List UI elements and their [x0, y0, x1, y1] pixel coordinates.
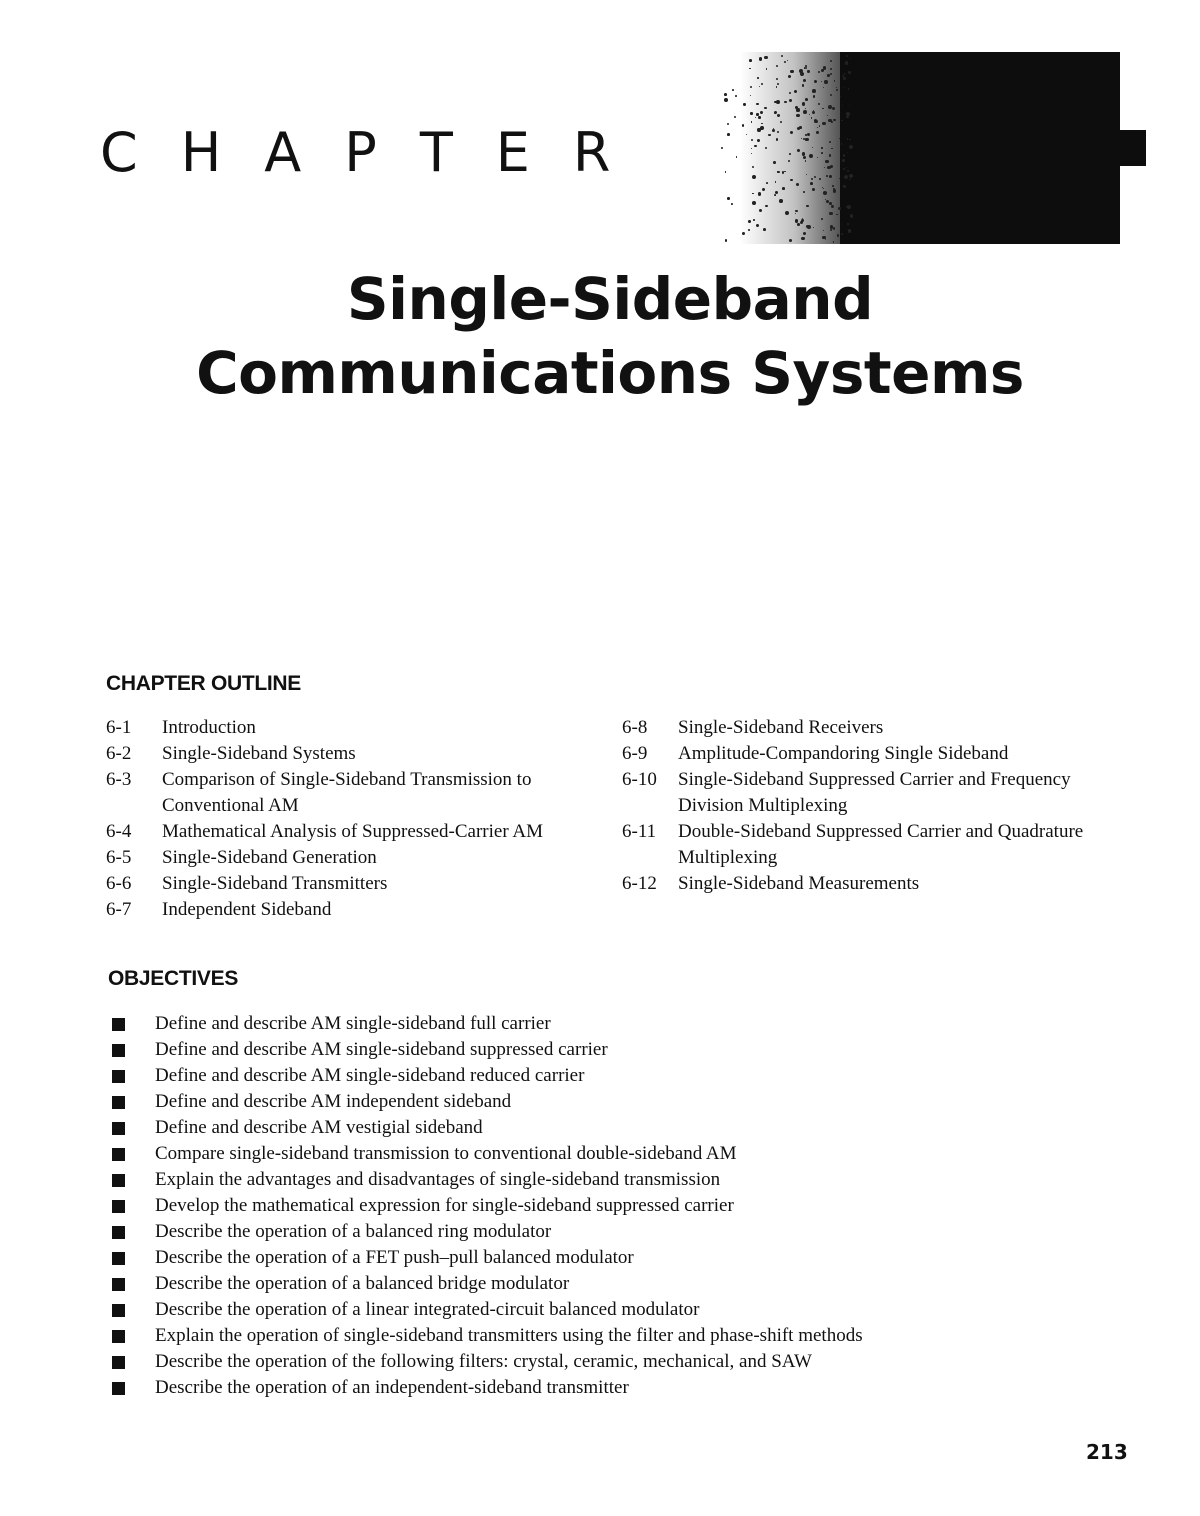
outline-text: Amplitude-Compandoring Single Sideband [678, 743, 1009, 764]
outline-text: Single-Sideband Measurements [678, 873, 920, 894]
objective-text: Describe the operation of the following filters: crystal, ceramic, mechanical, and SAW [155, 1351, 812, 1372]
speckle-dot [807, 70, 810, 73]
chapter-label: CHAPTER [100, 121, 654, 184]
objective-item [110, 1011, 1010, 1037]
outline-column-right [622, 715, 1142, 897]
speckle-dot [809, 154, 813, 158]
objective-item [110, 1089, 1010, 1115]
objective-item [110, 1037, 1010, 1063]
outline-number: 6-2 [106, 743, 132, 764]
speckle-dot [795, 219, 798, 222]
speckle-dot [843, 155, 845, 157]
objective-text: Define and describe AM vestigial sideband [155, 1117, 483, 1138]
speckle-dot [795, 106, 798, 109]
speckle-dot [760, 126, 764, 130]
page-number: 213 [1086, 1440, 1128, 1464]
speckle-dot [772, 129, 775, 132]
outline-column-left [106, 715, 616, 923]
speckle-dot [846, 112, 850, 116]
objective-item [110, 1167, 1010, 1193]
speckle-dot [721, 147, 723, 149]
speckle-dot [751, 121, 752, 122]
speckle-dot [823, 191, 827, 195]
speckle-dot [829, 212, 832, 215]
speckle-dot [843, 168, 845, 170]
speckle-dot [761, 83, 763, 85]
outline-item [622, 767, 1142, 819]
speckle-dot [849, 145, 853, 149]
speckle-dot [833, 241, 834, 242]
outline-text: Single-Sideband Receivers [678, 717, 884, 738]
speckle-dot [766, 182, 768, 184]
speckle-dot [777, 171, 778, 172]
outline-text: Double-Sideband Suppressed Carrier and Quadrature Multiplexing [678, 821, 1084, 868]
outline-item [106, 715, 616, 741]
speckle-dot [784, 101, 787, 104]
speckle-dot [850, 214, 853, 217]
square-bullet-icon [112, 1278, 125, 1291]
square-bullet-icon [112, 1304, 125, 1317]
speckle-dot [824, 80, 828, 84]
speckle-dot [752, 166, 754, 168]
speckle-dot [753, 219, 755, 221]
speckle-dot [837, 234, 839, 236]
speckle-dot [811, 117, 812, 118]
outline-item [106, 741, 616, 767]
speckle-dot [776, 86, 777, 87]
speckle-dot [814, 119, 818, 123]
speckle-dot [816, 131, 819, 134]
square-bullet-icon [112, 1122, 125, 1135]
speckle-dot [797, 149, 800, 152]
speckle-dot [845, 61, 848, 64]
speckle-dot [831, 205, 834, 208]
speckle-dot [735, 95, 737, 97]
speckle-dot [821, 152, 823, 154]
square-bullet-icon [112, 1226, 125, 1239]
square-bullet-icon [112, 1356, 125, 1369]
speckle-dot [847, 152, 848, 153]
speckle-dot [807, 225, 811, 229]
objective-text: Describe the operation of an independent-sideband transmitter [155, 1377, 629, 1398]
speckle-dot [833, 227, 836, 230]
speckle-dot [810, 182, 813, 185]
speckle-dot [833, 119, 835, 121]
objectives-heading: OBJECTIVES [108, 967, 239, 990]
square-bullet-icon [112, 1148, 125, 1161]
outline-text: Single-Sideband Suppressed Carrier and Frequency Division Multiplexing [678, 769, 1071, 816]
square-bullet-icon [112, 1070, 125, 1083]
speckle-dot [748, 220, 751, 223]
speckle-dot [776, 65, 778, 67]
objective-item [110, 1375, 1010, 1401]
outline-number: 6-5 [106, 847, 132, 868]
outline-text: Mathematical Analysis of Suppressed-Carrier AM [162, 821, 543, 842]
speckle-dot [784, 171, 785, 172]
speckle-dot [844, 73, 846, 75]
outline-item [622, 819, 1142, 871]
square-bullet-icon [112, 1200, 125, 1213]
speckle-dot [789, 153, 791, 155]
outline-item [622, 715, 1142, 741]
objective-text: Define and describe AM single-sideband suppressed carrier [155, 1039, 608, 1060]
speckle-dot [832, 185, 834, 187]
objective-item [110, 1297, 1010, 1323]
speckle-dot [805, 138, 808, 141]
speckle-dot [743, 103, 745, 105]
speckle-dot [790, 131, 793, 134]
objective-item [110, 1193, 1010, 1219]
square-bullet-icon [112, 1018, 125, 1031]
outline-item [106, 767, 616, 819]
speckle-dot [756, 113, 758, 115]
speckle-dot [724, 98, 728, 102]
speckle-dot [734, 116, 736, 118]
speckle-dot [776, 78, 778, 80]
outline-number: 6-3 [106, 769, 132, 790]
objective-text: Describe the operation of a balanced ring modulator [155, 1221, 552, 1242]
outline-number: 6-1 [106, 717, 132, 738]
outline-text: Single-Sideband Systems [162, 743, 356, 764]
speckle-dot [803, 110, 807, 114]
outline-text: Single-Sideband Transmitters [162, 873, 388, 894]
speckle-dot [830, 60, 832, 62]
speckle-dot [849, 174, 852, 177]
square-bullet-icon [112, 1174, 125, 1187]
objective-text: Define and describe AM single-sideband reduced carrier [155, 1065, 585, 1086]
speckle-dot [759, 57, 762, 60]
speckle-dot [834, 80, 835, 81]
speckle-dot [788, 75, 791, 78]
outline-item [106, 845, 616, 871]
speckle-dot [774, 112, 776, 114]
chapter-graphic-tab [1118, 130, 1146, 166]
speckle-dot [727, 133, 730, 136]
speckle-dot [725, 239, 728, 242]
outline-text: Introduction [162, 717, 256, 738]
speckle-dot [727, 197, 729, 199]
speckle-dot [736, 156, 738, 158]
objective-item [110, 1323, 1010, 1349]
speckle-dot [785, 211, 789, 215]
speckle-dot [805, 108, 806, 109]
speckle-dot [790, 70, 794, 74]
objective-item [110, 1349, 1010, 1375]
outline-number: 6-8 [622, 717, 648, 738]
title-line-1: Single-Sideband [346, 265, 874, 333]
outline-number: 6-4 [106, 821, 132, 842]
speckle-dot [803, 156, 806, 159]
objective-text: Describe the operation of a balanced bridge modulator [155, 1273, 570, 1294]
outline-number: 6-7 [106, 899, 132, 920]
speckle-dot [813, 227, 814, 228]
chapter-outline-heading: CHAPTER OUTLINE [106, 672, 302, 695]
speckle-dot [796, 108, 799, 111]
speckle-dot [833, 189, 837, 193]
speckle-dot [759, 209, 762, 212]
speckle-dot [796, 114, 799, 117]
speckle-dot [830, 68, 832, 70]
speckle-dot [842, 105, 843, 106]
objective-text: Describe the operation of a linear integrated-circuit balanced modulator [155, 1299, 700, 1320]
speckle-dot [724, 93, 727, 96]
speckle-dot [776, 138, 779, 141]
outline-text: Comparison of Single-Sideband Transmission to Conventional AM [162, 769, 532, 816]
square-bullet-icon [112, 1330, 125, 1343]
square-bullet-icon [112, 1382, 125, 1395]
speckle-dot [850, 58, 851, 59]
outline-item [622, 741, 1142, 767]
outline-item [106, 819, 616, 845]
title-line-2: Communications Systems [196, 339, 1024, 407]
outline-item [106, 871, 616, 897]
speckle-dot [800, 221, 803, 224]
objective-text: Define and describe AM independent sideband [155, 1091, 512, 1112]
speckle-dot [775, 191, 778, 194]
speckle-dot [797, 223, 800, 226]
objective-text: Develop the mathematical expression for single-sideband suppressed carrier [155, 1195, 734, 1216]
speckle-dot [757, 77, 759, 79]
speckle-dot [829, 175, 832, 178]
outline-text: Independent Sideband [162, 899, 332, 920]
speckle-dot [760, 111, 763, 114]
speckle-dot [830, 225, 833, 228]
objectives-list [110, 1011, 1010, 1401]
square-bullet-icon [112, 1096, 125, 1109]
objective-item [110, 1141, 1010, 1167]
speckle-dot [752, 175, 756, 179]
speckle-dot [789, 99, 792, 102]
speckle-dot [758, 116, 761, 119]
objective-text: Explain the advantages and disadvantages of single-sideband transmission [155, 1169, 721, 1190]
speckle-dot [795, 210, 797, 212]
objective-text: Explain the operation of single-sideband transmitters using the filter and phase-shift methods [155, 1325, 863, 1346]
speckle-dot [842, 159, 845, 162]
speckle-dot [732, 89, 734, 91]
speckle-dot [824, 167, 825, 168]
outline-number: 6-10 [622, 769, 657, 790]
outline-text: Single-Sideband Generation [162, 847, 377, 868]
speckle-dot [823, 66, 827, 70]
speckle-dot [830, 73, 832, 75]
objective-text: Describe the operation of a FET push–pull balanced modulator [155, 1247, 634, 1268]
chapter-graphic-block [840, 52, 1120, 244]
speckle-dot [802, 218, 803, 219]
speckle-dot [775, 181, 776, 182]
speckle-dot [847, 170, 849, 172]
speckle-dot [782, 187, 785, 190]
speckle-dot [765, 205, 768, 208]
speckle-dot [849, 105, 850, 106]
objective-text: Define and describe AM single-sideband full carrier [155, 1013, 551, 1034]
speckle-dot [847, 223, 849, 225]
outline-number: 6-6 [106, 873, 132, 894]
speckle-dot [764, 56, 768, 60]
speckle-dot [819, 178, 821, 180]
speckle-dot [779, 199, 783, 203]
outline-item [622, 871, 1142, 897]
outline-number: 6-9 [622, 743, 648, 764]
page-title [0, 262, 1200, 410]
square-bullet-icon [112, 1252, 125, 1265]
speckle-dot [749, 59, 752, 62]
objective-item [110, 1271, 1010, 1297]
speckle-dot [803, 79, 806, 82]
speckle-dot [848, 229, 852, 233]
speckle-dot [814, 176, 816, 178]
speckle-dot [731, 204, 732, 205]
speckle-dot [756, 103, 758, 105]
square-bullet-icon [112, 1044, 125, 1057]
objective-item [110, 1063, 1010, 1089]
speckle-dot [794, 90, 797, 93]
speckle-dot [758, 192, 762, 196]
speckle-dot [836, 214, 837, 215]
objective-item [110, 1219, 1010, 1245]
outline-number: 6-11 [622, 821, 657, 842]
speckle-dot [821, 147, 822, 148]
objective-item [110, 1245, 1010, 1271]
speckle-dot [754, 145, 756, 147]
speckle-dot [805, 160, 806, 161]
speckle-dot [803, 138, 805, 140]
outline-item [106, 897, 616, 923]
outline-number: 6-12 [622, 873, 657, 894]
speckle-dot [847, 205, 851, 209]
speckle-dot [812, 89, 816, 93]
speckle-dot [725, 171, 726, 172]
speckle-dot [750, 112, 752, 114]
objective-text: Compare single-sideband transmission to conventional double-sideband AM [155, 1143, 737, 1164]
speckle-dot [763, 228, 766, 231]
speckle-dot [805, 98, 808, 101]
speckle-dot [727, 123, 730, 126]
objective-item [110, 1115, 1010, 1141]
